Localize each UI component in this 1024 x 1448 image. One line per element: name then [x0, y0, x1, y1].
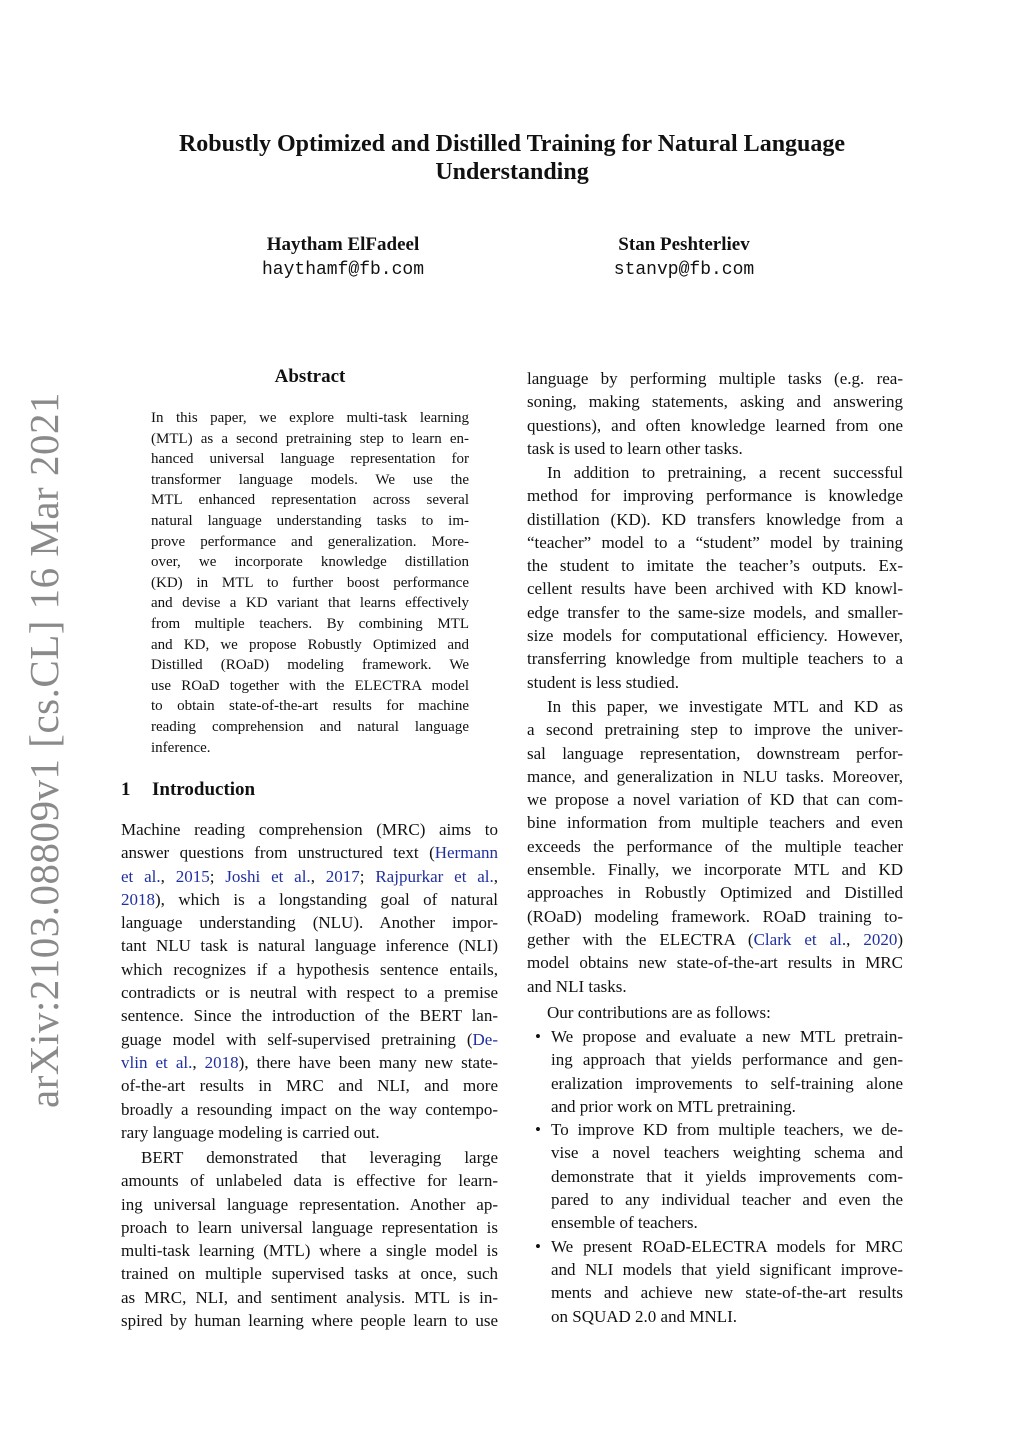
- citation-link[interactable]: Hermann: [434, 843, 498, 863]
- text-line: as MRC, NLI, and sentiment analysis. MTL is in-: [121, 1287, 498, 1307]
- section-title: Introduction: [152, 779, 256, 800]
- text-line: trained on multiple supervised tasks at once, such: [121, 1264, 498, 1284]
- text-line: pared to any individual teacher and even the: [551, 1190, 903, 1210]
- abstract-line: use ROaD together with the ELECTRA model: [151, 677, 469, 694]
- text-line: soning, making statements, asking and answering: [527, 392, 903, 412]
- text-line: Machine reading comprehension (MRC) aims to: [121, 820, 498, 839]
- text-line: We present ROaD-ELECTRA models for MRC: [551, 1236, 903, 1256]
- text-line: We propose and evaluate a new MTL pretrain-: [551, 1027, 903, 1046]
- abstract-line: Distilled (ROaD) modeling framework. We: [151, 657, 469, 674]
- citation-link[interactable]: 2018: [121, 889, 155, 909]
- text-line: (ROaD) modeling framework. ROaD training to-: [527, 906, 903, 926]
- citation-link[interactable]: Joshi et al.: [225, 866, 311, 886]
- abstract-heading: Abstract: [274, 366, 346, 387]
- text-line: spired by human learning where people learn to use: [121, 1311, 498, 1331]
- author-block-1: [193, 234, 493, 280]
- abstract-line: prove performance and generalization. More-: [151, 533, 469, 550]
- text-line: rary language modeling is carried out.: [121, 1122, 380, 1142]
- citation-link[interactable]: Rajpurkar et al.: [375, 866, 494, 886]
- text-line: transferring knowledge from multiple teachers to a: [527, 649, 903, 669]
- citation-link[interactable]: De-: [472, 1029, 498, 1049]
- text-line: broadly a resounding impact on the way contempo-: [121, 1099, 498, 1119]
- intro-paragraph-2: [121, 1146, 498, 1332]
- text-line: size models for computational efficiency. However,: [527, 626, 903, 646]
- abstract-line: and KD, we propose Robustly Optimized and: [151, 636, 469, 653]
- intro-paragraph-1: [121, 818, 498, 1144]
- abstract-line: hanced universal language representation for: [151, 451, 469, 468]
- text-line: amounts of unlabeled data is effective for learn-: [121, 1171, 498, 1191]
- abstract-line: and devise a KD variant that learns effectively: [151, 595, 469, 612]
- text-line: which recognizes if a hypothesis sentence entails,: [121, 959, 498, 979]
- text-line: To improve KD from multiple teachers, we de-: [551, 1120, 903, 1140]
- citation-link[interactable]: 2017: [325, 866, 360, 886]
- text-line: and NLI tasks.: [527, 976, 627, 996]
- contributions-intro: [527, 1001, 903, 1024]
- abstract-line: over, we incorporate knowledge distillation: [151, 554, 469, 571]
- text-line: cellent results have been archived with KD knowl-: [527, 579, 903, 599]
- bullet-marker: •: [535, 1236, 541, 1256]
- text-line: the student to imitate the teacher’s outputs. Ex-: [527, 556, 903, 576]
- text-line: method for improving performance is knowledge: [527, 486, 903, 506]
- text-line: task is used to learn other tasks.: [527, 438, 743, 458]
- title-line-2: Understanding: [435, 159, 589, 185]
- text-line: proach to learn universal language representation is: [121, 1217, 498, 1237]
- text-line: ensemble of teachers.: [551, 1213, 698, 1233]
- citation-link[interactable]: 2015: [175, 866, 210, 886]
- text-line: and prior work on MTL pretraining.: [551, 1096, 796, 1116]
- abstract-line: (KD) in MTL to further boost performance: [151, 574, 469, 591]
- text-line: multi-task learning (MTL) where a single model is: [121, 1241, 498, 1261]
- abstract-line: transformer language models. We use the: [151, 471, 469, 488]
- author-email[interactable]: haythamf@fb.com: [261, 260, 425, 280]
- text-line: language understanding (NLU). Another impor-: [121, 913, 498, 933]
- text-line: we propose a novel variation of KD that can com-: [527, 790, 903, 810]
- section-number: 1: [121, 779, 131, 800]
- bullet-marker: •: [535, 1027, 541, 1046]
- abstract-line: from multiple teachers. By combining MTL: [151, 615, 469, 632]
- text-line: sal language representation, downstream perfor-: [527, 743, 903, 763]
- text-line: student is less studied.: [527, 672, 680, 692]
- right-paragraph-3: [527, 695, 903, 998]
- list-item: [527, 1025, 903, 1118]
- abstract-line: to obtain state-of-the-art results for machine: [151, 698, 469, 715]
- abstract-line: natural language understanding tasks to im-: [151, 512, 469, 529]
- text-line: Our contributions are as follows:: [547, 1003, 771, 1022]
- text-line: approaches in Robustly Optimized and Distilled: [527, 883, 903, 903]
- author-block-2: [534, 234, 834, 280]
- author-name: Haytham ElFadeel: [266, 234, 420, 255]
- text-line: and NLI models that yield significant improve-: [551, 1259, 903, 1279]
- text-line: tant NLU task is natural language inference (NLI): [121, 936, 498, 956]
- text-line: distillation (KD). KD transfers knowledge from a: [527, 509, 903, 529]
- title-line-1: Robustly Optimized and Distilled Training for Natural Language: [178, 131, 846, 157]
- author-name: Stan Peshterliev: [618, 234, 750, 255]
- text-line: questions), and often knowledge learned from one: [527, 415, 903, 435]
- citation-link[interactable]: 2018: [204, 1052, 239, 1072]
- text-line: exceeds the performance of the multiple teacher: [527, 836, 903, 856]
- abstract-line: (MTL) as a second pretraining step to learn en-: [151, 430, 469, 447]
- text-line: gether with the ELECTRA (Clark et al., 2020): [527, 929, 904, 949]
- section-heading-introduction: [121, 779, 255, 801]
- text-line: “teacher” model to a “student” model by training: [527, 532, 903, 552]
- abstract-body: [151, 408, 469, 758]
- list-item: [527, 1235, 903, 1328]
- text-line: mance, and generalization in NLU tasks. Moreover,: [527, 766, 903, 786]
- citation-link[interactable]: Clark et al.: [753, 929, 847, 949]
- contributions-list: [527, 1025, 903, 1328]
- text-line: eralization improvements to self-training alone: [551, 1073, 903, 1093]
- text-line: ing approach that yields performance and gen-: [551, 1050, 903, 1070]
- text-line: of-the-art results in MRC and NLI, and more: [121, 1076, 498, 1096]
- text-line: demonstrate that it yields improvements com-: [551, 1166, 903, 1186]
- right-paragraph-1: [527, 367, 903, 460]
- citation-link[interactable]: vlin et al.: [121, 1052, 193, 1072]
- citation-link[interactable]: et al.: [121, 866, 161, 886]
- text-line: vise a novel teachers weighting schema and: [551, 1143, 903, 1163]
- text-line: bine information from multiple teachers and even: [527, 813, 903, 833]
- text-line: In addition to pretraining, a recent successful: [547, 463, 903, 482]
- author-email[interactable]: stanvp@fb.com: [613, 260, 755, 280]
- text-line: sentence. Since the introduction of the BERT lan-: [121, 1006, 498, 1026]
- text-line: BERT demonstrated that leveraging large: [141, 1148, 498, 1167]
- citation-link[interactable]: 2020: [863, 929, 898, 949]
- abstract-line: inference.: [151, 739, 211, 756]
- text-line: edge transfer to the same-size models, and smaller-: [527, 602, 903, 622]
- text-line: model obtains new state-of-the-art results in MRC: [527, 953, 903, 973]
- text-line: 2018), which is a longstanding goal of natural: [121, 889, 498, 909]
- text-line: ments and achieve new state-of-the-art results: [551, 1283, 903, 1303]
- text-line: a second pretraining step to improve the univer-: [527, 720, 903, 740]
- arxiv-id-text: arXiv:2103.08809v1 [cs.CL] 16 Mar 2021: [21, 392, 67, 1108]
- text-line: contradicts or is neutral with respect to a premise: [121, 983, 498, 1003]
- bullet-marker: •: [535, 1120, 541, 1140]
- text-line: on SQUAD 2.0 and MNLI.: [551, 1306, 738, 1326]
- abstract-line: In this paper, we explore multi-task learning: [151, 410, 469, 426]
- text-line: In this paper, we investigate MTL and KD as: [547, 697, 903, 716]
- list-item: [527, 1118, 903, 1234]
- right-paragraph-2: [527, 461, 903, 694]
- text-line: ensemble. Finally, we incorporate MTL and KD: [527, 860, 903, 880]
- abstract-line: MTL enhanced representation across several: [151, 492, 469, 509]
- text-line: guage model with self-supervised pretraining (De-: [121, 1029, 498, 1049]
- text-line: answer questions from unstructured text (Hermann: [121, 843, 498, 863]
- text-line: language by performing multiple tasks (e.g. rea-: [527, 369, 903, 388]
- text-line: vlin et al., 2018), there have been many new state-: [121, 1052, 498, 1072]
- text-line: ing universal language representation. Another ap-: [121, 1194, 498, 1214]
- abstract-line: reading comprehension and natural language: [151, 718, 469, 735]
- text-line: et al., 2015; Joshi et al., 2017; Rajpurkar et al.,: [121, 866, 499, 886]
- paper-title: [120, 130, 904, 186]
